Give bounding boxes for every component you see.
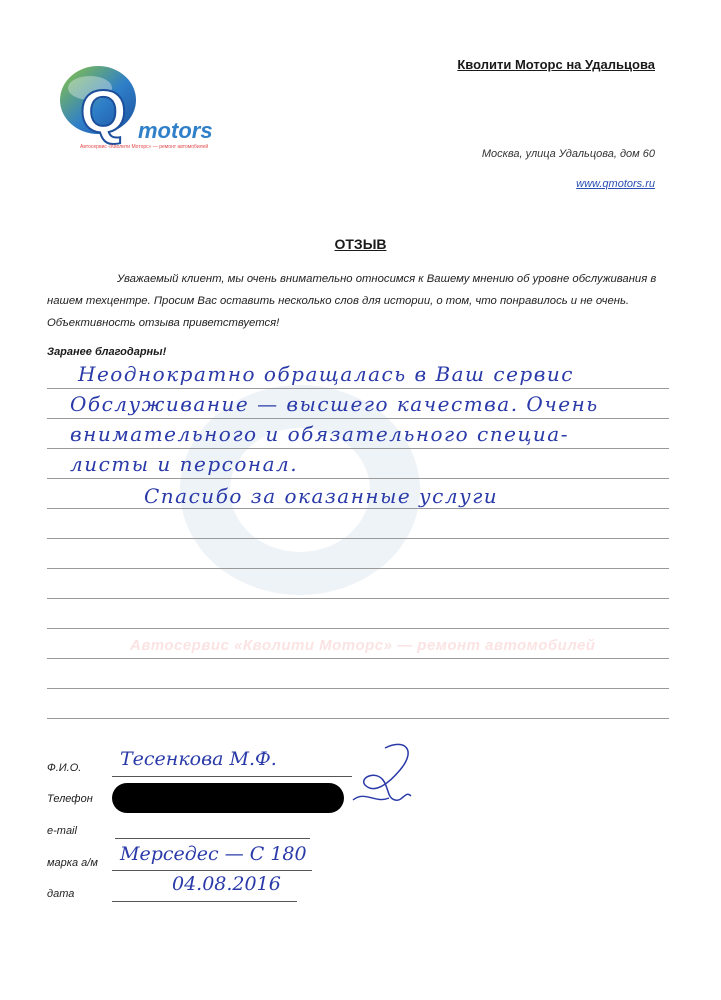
fio-line [112, 776, 352, 777]
ruled-line [47, 598, 669, 599]
email-line [115, 838, 310, 839]
review-line-1: Неоднократно обращалась в Ваш сервис [78, 362, 574, 386]
review-line-2: Обслуживание — высшего качества. Очень [70, 392, 599, 416]
review-line-4: листы и персонал. [70, 452, 299, 476]
company-name: Кволити Моторс на Удальцова [457, 57, 655, 72]
ruled-line [47, 448, 669, 449]
qmotors-logo [58, 58, 248, 168]
watermark-text: Автосервис «Кволити Моторс» — ремонт автомобилей [130, 637, 596, 654]
ruled-line [47, 538, 669, 539]
ruled-line [47, 628, 669, 629]
ruled-line [47, 658, 669, 659]
date-label: дата [47, 888, 75, 900]
ruled-line [47, 568, 669, 569]
logo-q-letter: Q [80, 78, 127, 145]
email-label: e-mail [47, 825, 77, 837]
car-value: Мерседес — С 180 [120, 843, 307, 865]
ruled-line [47, 718, 669, 719]
signature [345, 740, 425, 810]
company-website-link[interactable]: www.qmotors.ru [576, 178, 655, 190]
ruled-line [47, 688, 669, 689]
car-label: марка а/м [47, 857, 98, 869]
date-line [112, 901, 297, 902]
logo-wordmark: motors [138, 118, 213, 143]
fio-value: Тесенкова М.Ф. [120, 748, 277, 770]
logo-tagline: Автосервис «Кволити Моторс» — ремонт автомобилей [80, 144, 209, 150]
ruled-line [47, 418, 669, 419]
review-line-3: внимательного и обязательного специа- [70, 422, 569, 446]
company-address: Москва, улица Удальцова, дом 60 [481, 148, 655, 160]
ruled-line [47, 508, 669, 509]
car-line [112, 870, 312, 871]
phone-label: Телефон [47, 793, 93, 805]
fio-label: Ф.И.О. [47, 762, 82, 774]
phone-redaction [112, 783, 344, 813]
form-intro [47, 268, 669, 334]
thanks-text: Заранее благодарны! [47, 346, 167, 358]
form-title: ОТЗЫВ [334, 236, 387, 252]
ruled-line [47, 478, 669, 479]
ruled-line [47, 388, 669, 389]
date-value: 04.08.2016 [172, 873, 281, 895]
form-intro-text: Уважаемый клиент, мы очень внимательно относимся к Вашему мнению об уровне обслуживания в нашем техцентре. Просим Вас оставить несколько слов для истории, о том, что понравилось и не очень. Объективность отзыва приветствуется! [47, 273, 657, 329]
review-line-5: Спасибо за оказанные услуги [144, 484, 499, 508]
